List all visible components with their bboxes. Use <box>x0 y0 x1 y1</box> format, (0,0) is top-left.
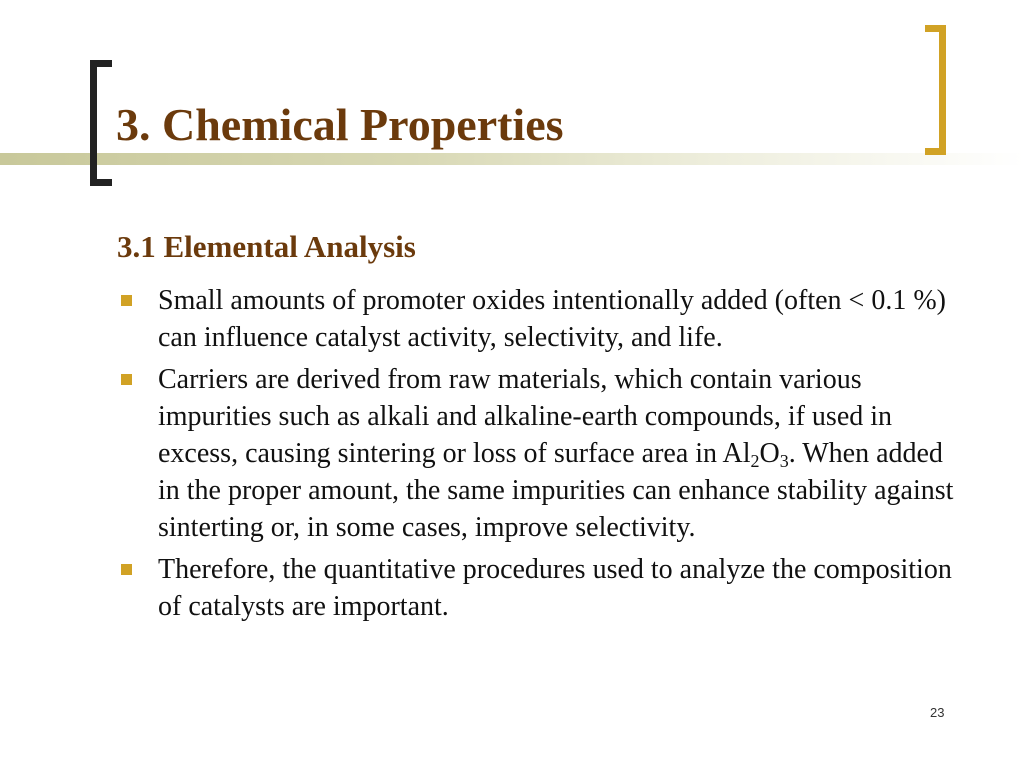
slide-title: 3. Chemical Properties <box>116 99 564 150</box>
square-bullet-icon <box>121 564 132 575</box>
square-bullet-icon <box>121 374 132 385</box>
section-heading: 3.1 Elemental Analysis <box>117 229 416 264</box>
bullet-text-part: . When added in the proper amount, the same impurities can enhance stability against sinterting or, in some cases, improve selectivity. <box>158 438 954 543</box>
subscript: 2 <box>750 451 760 471</box>
bullet-text: Small amounts of promoter oxides intentionally added (often < 0.1 %) can influence catalyst activity, selectivity, and life. <box>158 285 946 353</box>
bullet-text <box>158 361 968 546</box>
bullet-item <box>118 361 968 546</box>
title-accent-bar <box>0 153 1024 165</box>
bullet-item <box>118 282 968 356</box>
right-bracket-bottom <box>925 148 946 155</box>
bullet-text-part: O <box>759 438 780 469</box>
left-bracket-vertical <box>90 60 97 186</box>
right-bracket-vertical <box>939 25 946 155</box>
left-bracket-bottom <box>90 179 112 186</box>
subscript: 3 <box>779 451 789 471</box>
left-bracket-top <box>90 60 112 67</box>
bullet-text: Therefore, the quantitative procedures used to analyze the composition of catalysts are important. <box>158 554 952 622</box>
bullet-list <box>118 282 968 630</box>
square-bullet-icon <box>121 295 132 306</box>
bullet-text-part: Carriers are derived from raw materials, which contain various impurities such as alkali and alkaline-earth compounds, if used in excess, causing sintering or loss of surface area in Al <box>158 364 893 469</box>
page-number: 23 <box>930 705 945 720</box>
bullet-item <box>118 551 968 625</box>
right-bracket-top <box>925 25 946 32</box>
